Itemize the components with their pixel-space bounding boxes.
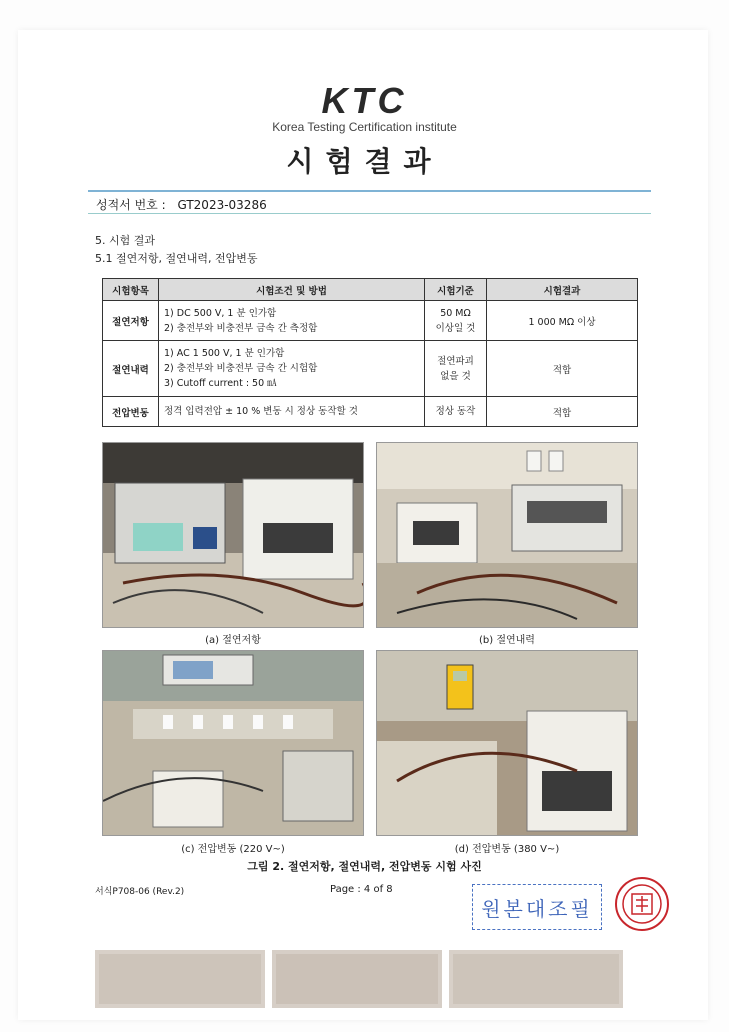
section-subheading: 5.1 절연저항, 절연내력, 전압변동	[95, 252, 258, 265]
red-seal-icon	[614, 876, 670, 932]
table-row	[103, 341, 638, 397]
caption-c: (c) 전압변동 (220 V~)	[181, 844, 285, 855]
header-result: 시험결과	[487, 279, 638, 301]
security-strip-2	[272, 950, 442, 1008]
results-table	[102, 278, 638, 427]
row-item: 절연저항	[103, 301, 159, 341]
standard-line: 절연파괴	[437, 355, 474, 367]
row-standard	[425, 341, 487, 397]
photo-insulation-resistance	[102, 442, 364, 628]
page-number: Page : 4 of 8	[330, 884, 393, 895]
section-heading: 5. 시험 결과	[95, 234, 155, 247]
condition-line: 1) AC 1 500 V, 1 분 인가함	[164, 348, 285, 359]
standard-line: 정상 동작	[435, 406, 476, 417]
row-standard	[425, 397, 487, 427]
header-item: 시험항목	[103, 279, 159, 301]
caption-d: (d) 전압변동 (380 V~)	[454, 844, 560, 855]
photo-b-illustration	[377, 443, 638, 628]
caption-a: (a) 절연저항	[205, 635, 261, 646]
header-conditions: 시험조건 및 방법	[159, 279, 425, 301]
security-strip-3	[449, 950, 623, 1008]
cert-label: 성적서 번호 :	[96, 198, 166, 212]
condition-line: 2) 충전부와 비충전부 금속 간 시험함	[164, 363, 318, 374]
cert-number: GT2023-03286	[177, 198, 267, 212]
condition-line: 정격 입력전압 ± 10 % 변동 시 정상 동작할 것	[164, 406, 358, 417]
row-item: 절연내력	[103, 341, 159, 397]
standard-line: 없을 것	[440, 370, 471, 382]
condition-line: 3) Cutoff current : 50 ㎃	[164, 378, 277, 389]
security-strip-1	[95, 950, 265, 1008]
row-item: 전압변동	[103, 397, 159, 427]
caption-b: (b) 절연내력	[479, 635, 535, 646]
photo-c-illustration	[103, 651, 364, 836]
row-conditions	[159, 341, 425, 397]
table-row	[103, 397, 638, 427]
row-result: 적합	[487, 397, 638, 427]
certificate-number-bar	[88, 190, 651, 214]
row-result: 1 000 MΩ 이상	[487, 301, 638, 341]
photo-d-illustration	[377, 651, 638, 836]
condition-line: 2) 충전부와 비충전부 금속 간 측정함	[164, 322, 318, 334]
photo-voltage-variation-220	[102, 650, 364, 836]
header-standard: 시험기준	[425, 279, 487, 301]
photo-a-illustration	[103, 443, 364, 628]
photo-voltage-variation-380	[376, 650, 638, 836]
row-result: 적합	[487, 341, 638, 397]
form-number: 서식P708-06 (Rev.2)	[95, 887, 185, 897]
logo-subtitle: Korea Testing Certification institute	[272, 120, 457, 134]
logo-mark: KTC	[321, 80, 408, 121]
document-title: 시험결과	[286, 145, 443, 178]
standard-line: 이상일 것	[435, 322, 476, 334]
row-conditions	[159, 301, 425, 341]
standard-line: 50 MΩ	[440, 307, 471, 319]
table-header-row	[103, 279, 638, 301]
row-conditions	[159, 397, 425, 427]
row-standard	[425, 301, 487, 341]
photo-insulation-strength	[376, 442, 638, 628]
table-row	[103, 301, 638, 341]
figure-caption: 그림 2. 절연저항, 절연내력, 전압변동 시험 사진	[247, 860, 482, 873]
ktc-logo	[0, 80, 729, 134]
condition-line: 1) DC 500 V, 1 분 인가함	[164, 307, 277, 319]
original-verified-stamp: 원본대조필	[472, 884, 602, 930]
